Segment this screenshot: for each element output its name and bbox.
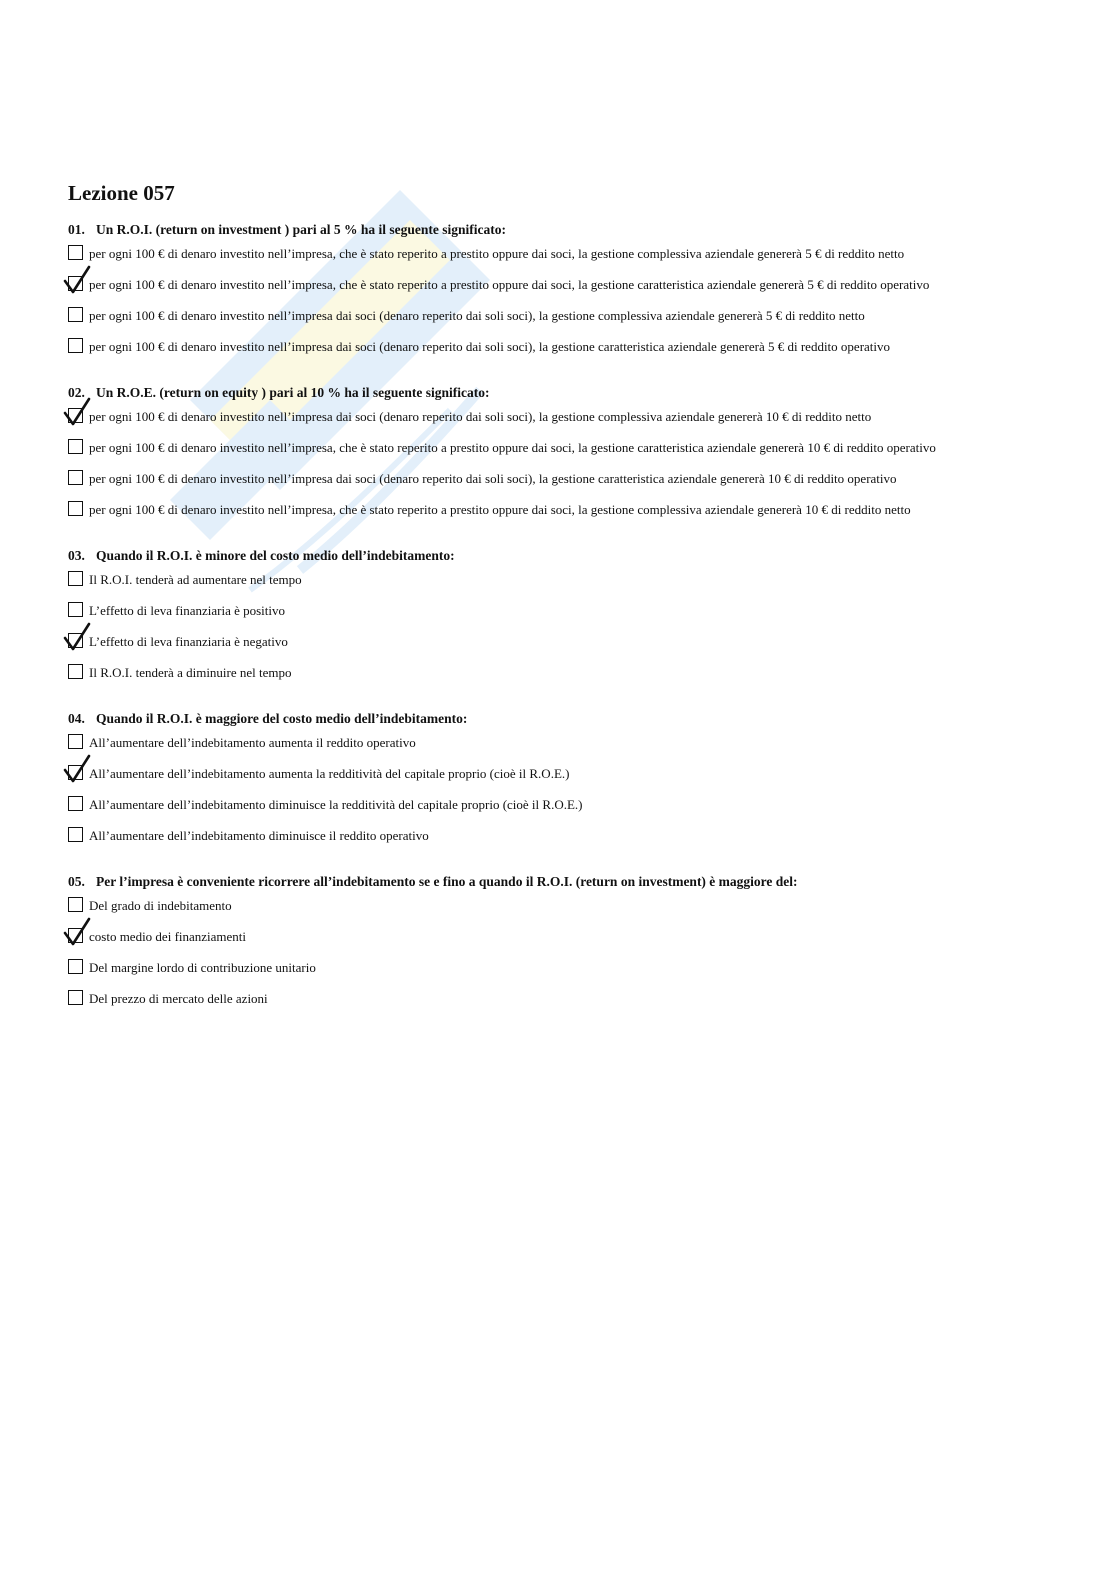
answer-checkbox[interactable] xyxy=(68,959,83,974)
answer-option[interactable] xyxy=(68,468,1068,499)
answer-option[interactable] xyxy=(68,732,1068,763)
answer-option[interactable] xyxy=(68,895,1068,926)
answer-checkbox[interactable] xyxy=(68,408,83,423)
answer-text: per ogni 100 € di denaro investito nell’impresa, che è stato reperito a prestito oppure dai soci, la gestione complessiva aziendale genererà 5 € di reddito netto xyxy=(89,246,905,261)
answer-text: Il R.O.I. tenderà a diminuire nel tempo xyxy=(89,665,292,680)
answer-checkbox[interactable] xyxy=(68,571,83,586)
answer-checkbox[interactable] xyxy=(68,765,83,780)
answer-checkbox[interactable] xyxy=(68,245,83,260)
answer-text: per ogni 100 € di denaro investito nell’impresa dai soci (denaro reperito dai soli soci), la gestione complessiva aziendale genererà 5 € di reddito netto xyxy=(89,308,865,323)
answer-option[interactable] xyxy=(68,336,1068,367)
answer-option[interactable] xyxy=(68,662,1068,693)
answer-text: All’aumentare dell’indebitamento aumenta il reddito operativo xyxy=(89,735,416,750)
answer-text: costo medio dei finanziamenti xyxy=(89,929,247,944)
answer-checkbox[interactable] xyxy=(68,928,83,943)
answer-text: per ogni 100 € di denaro investito nell’impresa, che è stato reperito a prestito oppure dai soci, la gestione caratteristica aziendale genererà 10 € di reddito operativo xyxy=(89,440,936,455)
question-text: Quando il R.O.I. è maggiore del costo medio dell’indebitamento: xyxy=(96,711,468,726)
answer-option[interactable] xyxy=(68,406,1068,437)
answer-checkbox[interactable] xyxy=(68,990,83,1005)
answer-text: Del margine lordo di contribuzione unitario xyxy=(89,960,316,975)
answer-checkbox[interactable] xyxy=(68,439,83,454)
answer-text: Del prezzo di mercato delle azioni xyxy=(89,991,268,1006)
question-heading xyxy=(68,872,1068,892)
answer-text: L’effetto di leva finanziaria è negativo xyxy=(89,634,288,649)
answer-option[interactable] xyxy=(68,631,1068,662)
answer-option[interactable] xyxy=(68,763,1068,794)
answer-option[interactable] xyxy=(68,274,1068,305)
answer-option[interactable] xyxy=(68,957,1068,988)
answer-text: All’aumentare dell’indebitamento diminuisce il reddito operativo xyxy=(89,828,429,843)
answer-checkbox[interactable] xyxy=(68,827,83,842)
answer-text: per ogni 100 € di denaro investito nell’impresa, che è stato reperito a prestito oppure dai soci, la gestione caratteristica aziendale genererà 5 € di reddito operativo xyxy=(89,277,930,292)
answer-checkbox[interactable] xyxy=(68,338,83,353)
question-text: Un R.O.I. (return on investment ) pari al 5 % ha il seguente significato: xyxy=(96,222,506,237)
answer-option[interactable] xyxy=(68,437,1068,468)
answer-text: per ogni 100 € di denaro investito nell’impresa dai soci (denaro reperito dai soli soci), la gestione complessiva aziendale genererà 10 € di reddito netto xyxy=(89,409,872,424)
question-number: 05. xyxy=(68,874,85,889)
answer-option[interactable] xyxy=(68,243,1068,274)
answer-option[interactable] xyxy=(68,926,1068,957)
answer-text: Del grado di indebitamento xyxy=(89,898,232,913)
answer-checkbox[interactable] xyxy=(68,664,83,679)
answer-checkbox[interactable] xyxy=(68,734,83,749)
question-heading xyxy=(68,220,1068,240)
question-heading xyxy=(68,546,1068,566)
answer-checkbox[interactable] xyxy=(68,276,83,291)
answer-text: All’aumentare dell’indebitamento aumenta la redditività del capitale proprio (cioè il R.O.E.) xyxy=(89,766,570,781)
answer-option[interactable] xyxy=(68,988,1068,1019)
question-block xyxy=(68,546,1068,693)
lesson-title: Lezione 057 xyxy=(68,181,175,205)
question-number: 02. xyxy=(68,385,85,400)
answer-text: All’aumentare dell’indebitamento diminuisce la redditività del capitale proprio (cioè il R.O.E.) xyxy=(89,797,583,812)
answer-text: per ogni 100 € di denaro investito nell’impresa, che è stato reperito a prestito oppure dai soci, la gestione complessiva aziendale genererà 10 € di reddito netto xyxy=(89,502,911,517)
answer-option[interactable] xyxy=(68,825,1068,856)
answer-option[interactable] xyxy=(68,794,1068,825)
question-block xyxy=(68,709,1068,856)
question-number: 03. xyxy=(68,548,85,563)
question-number: 04. xyxy=(68,711,85,726)
answer-checkbox[interactable] xyxy=(68,602,83,617)
quiz-page xyxy=(68,178,1068,1035)
question-text: Per l’impresa è conveniente ricorrere all’indebitamento se e fino a quando il R.O.I. (return on investment) è maggiore del: xyxy=(96,874,798,889)
answer-checkbox[interactable] xyxy=(68,307,83,322)
question-block xyxy=(68,872,1068,1019)
answer-option[interactable] xyxy=(68,569,1068,600)
answer-option[interactable] xyxy=(68,305,1068,336)
question-text: Un R.O.E. (return on equity ) pari al 10 % ha il seguente significato: xyxy=(96,385,490,400)
question-block xyxy=(68,220,1068,367)
questions-list xyxy=(68,220,1068,1019)
answer-text: Il R.O.I. tenderà ad aumentare nel tempo xyxy=(89,572,302,587)
answer-checkbox[interactable] xyxy=(68,897,83,912)
answer-option[interactable] xyxy=(68,600,1068,631)
question-heading xyxy=(68,709,1068,729)
answer-checkbox[interactable] xyxy=(68,796,83,811)
answer-option[interactable] xyxy=(68,499,1068,530)
answer-text: L’effetto di leva finanziaria è positivo xyxy=(89,603,286,618)
answer-text: per ogni 100 € di denaro investito nell’impresa dai soci (denaro reperito dai soli soci), la gestione caratteristica aziendale genererà 10 € di reddito operativo xyxy=(89,471,897,486)
answer-checkbox[interactable] xyxy=(68,470,83,485)
answer-text: per ogni 100 € di denaro investito nell’impresa dai soci (denaro reperito dai soli soci), la gestione caratteristica aziendale genererà 5 € di reddito operativo xyxy=(89,339,891,354)
question-number: 01. xyxy=(68,222,85,237)
question-block xyxy=(68,383,1068,530)
answer-checkbox[interactable] xyxy=(68,633,83,648)
question-heading xyxy=(68,383,1068,403)
question-text: Quando il R.O.I. è minore del costo medio dell’indebitamento: xyxy=(96,548,455,563)
answer-checkbox[interactable] xyxy=(68,501,83,516)
